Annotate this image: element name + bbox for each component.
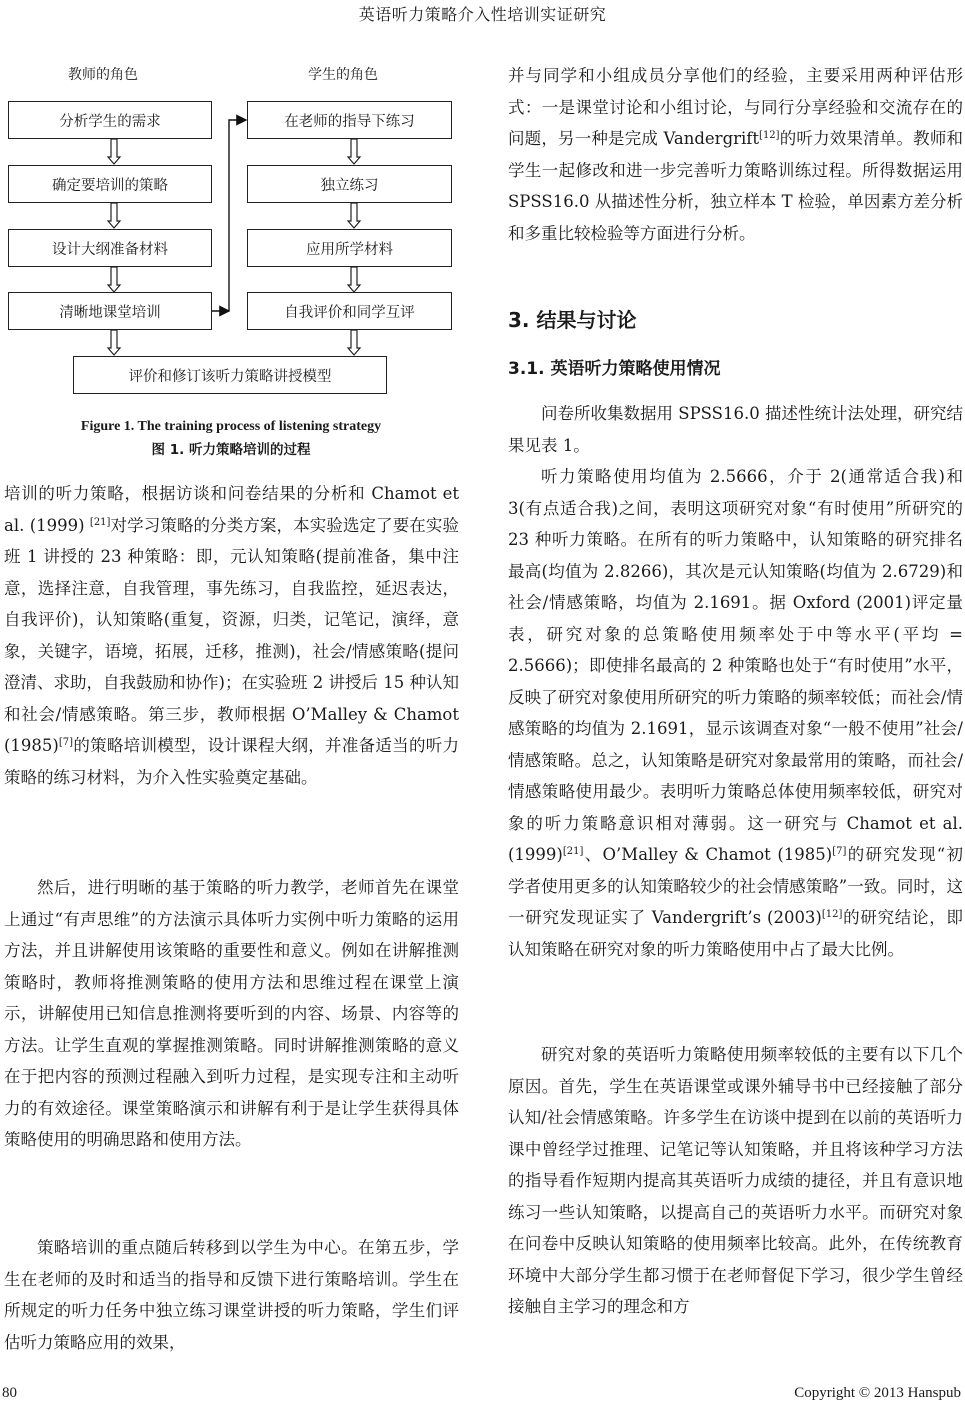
left-paragraph-1	[4, 478, 459, 793]
teacher-step-2: 确定要培训的策略	[8, 165, 212, 203]
student-step-1: 在老师的指导下练习	[247, 101, 452, 139]
connector-line	[229, 120, 246, 311]
down-arrow-icon	[108, 267, 120, 292]
down-arrow-icon	[348, 203, 360, 228]
figure-caption-en: Figure 1. The training process of listening strategy	[80, 419, 382, 434]
flowchart-arrows	[0, 0, 470, 400]
down-arrow-icon	[348, 139, 360, 164]
right-paragraph-1	[508, 60, 963, 249]
citation-ref[interactable]: [7]	[832, 846, 847, 857]
down-arrow-icons-right	[348, 139, 360, 355]
citation-ref[interactable]: [7]	[58, 737, 74, 748]
text-run: 的听力效果清单。教师和学生一起修改和进一步完善听力策略训练过程。所得数据运用 SPSS16.0 从描述性分析，独立样本 T 检验，单因素方差分析和多重比较检验等方面进行分析。	[508, 129, 964, 243]
final-step: 评价和修订该听力策略讲授模型	[73, 356, 387, 394]
subsection-heading: 3.1. 英语听力策略使用情况	[508, 359, 721, 379]
text-run: 培训的听力策略，根据访谈和问卷结果的分析和 Chamot et al. (1999)	[4, 484, 459, 535]
text-run: 的策略培训模型，设计课程大纲，并准备适当的听力策略的练习材料，为介入性实验奠定基础。	[4, 736, 459, 787]
teacher-step-4: 清晰地课堂培训	[8, 292, 212, 330]
right-paragraph-4: 研究对象的英语听力策略使用频率较低的主要有以下几个原因。首先，学生在英语课堂或课外辅导书中已经接触了部分认知/社会情感策略。许多学生在访谈中提到在以前的英语听力课中曾经学过推理、记笔记等认知策略，并且将该种学习方法的指导看作短期内提高其英语听力成绩的捷径，并且有意识地练习一些认知策略，以提高自己的英语听力水平。而研究对象在问卷中反映认知策略的使用频率比较高。此外，在传统教育环境中大部分学生都习惯于在老师督促下学习，很少学生曾经接触自主学习的理念和方	[508, 1045, 963, 1316]
citation-ref[interactable]: [21]	[89, 516, 111, 528]
down-arrow-icon	[108, 203, 120, 228]
left-paragraph-3: 策略培训的重点随后转移到以学生为中心。在第五步，学生在老师的及时和适当的指导和反馈下进行策略培训。学生在所规定的听力任务中独立练习课堂讲授的听力策略，学生们评估听力策略应用的效果，	[4, 1238, 459, 1352]
student-step-2: 独立练习	[247, 165, 452, 203]
text-run: 对学习策略的分类方案，本实验选定了要在实验班 1 讲授的 23 种策略：即，元认知策略(提前准备，集中注意，选择注意，自我管理，事先练习，自我监控，延迟表达，自我评价)，认知策略(重复，资源，归类，记笔记，演绎，意象，关键字，语境，拓展，迁移，推测)，社会/情感策略(提问澄清、求助，自我鼓励和协作)；在实验班 2 讲授后 15 种认知和社会/情感策略。第三步，教师根据 O’Malley & Chamot (1985)	[4, 515, 460, 755]
citation-ref[interactable]: [12]	[821, 909, 843, 920]
citation-ref[interactable]: [12]	[759, 130, 780, 141]
down-arrow-icon	[348, 267, 360, 292]
text-run: 的研究发现“初学者使用更多的认知策略较少的社会情感策略”一致。同时，这一研究发现证实了 Vandergrift’s (2003)	[508, 845, 963, 927]
section-heading: 3. 结果与讨论	[508, 308, 637, 332]
left-paragraph-2: 然后，进行明晰的基于策略的听力教学，老师首先在课堂上通过“有声思维”的方法演示具体听力实例中听力策略的运用方法，并且讲解使用该策略的重要性和意义。例如在讲解推测策略时，教师将推测策略的使用方法和思维过程在课堂上演示，讲解使用已知信息推测将要听到的内容、场景、内容等的方法。让学生直观的掌握推测策略。同时讲解推测策略的意义在于把内容的预测过程融入到听力过程，是实现专注和主动听力的有效途径。课堂策略演示和讲解有利于是让学生获得具体策略使用的明确思路和使用方法。	[4, 878, 459, 1149]
figure-caption-zh: 图 1. 听力策略培训的过程	[151, 442, 311, 458]
text-run: 的研究结论，即认知策略在研究对象的听力策略使用中占了最大比例。	[508, 908, 963, 959]
down-arrow-icons-left	[108, 139, 120, 355]
copyright-notice: Copyright © 2013 Hanspub	[794, 1385, 961, 1401]
teacher-step-3: 设计大纲准备材料	[8, 229, 212, 267]
right-paragraph-2: 问卷所收集数据用 SPSS16.0 描述性统计法处理，研究结果见表 1。	[508, 404, 963, 455]
page-number: 80	[2, 1385, 17, 1401]
student-step-4: 自我评价和同学互评	[247, 292, 452, 330]
down-arrow-icon	[348, 330, 360, 355]
teacher-step-1: 分析学生的需求	[8, 101, 212, 139]
text-run: 并与同学和小组成员分享他们的经验，主要采用两种评估形式：一是课堂讨论和小组讨论，与同行分享经验和交流存在的问题，另一种是完成 Vandergrift	[508, 66, 963, 148]
right-paragraph-3	[508, 461, 963, 965]
teacher-role-heading: 教师的角色	[68, 67, 138, 83]
down-arrow-icon	[108, 139, 120, 164]
text-run: 听力策略使用均值为 2.5666，介于 2(通常适合我)和 3(有点适合我)之间，表明这项研究对象“有时使用”所研究的 23 种听力策略。在所有的听力策略中，认知策略的研究排名最高(均值为 2.8266)，其次是元认知策略(均值为 2.6729)和社会/情感策略，均值为 2.1691。据 Oxford (2001)评定量表，研究对象的总策略使用频率处于中等水平(平均 = 2.5666)；即使排名最高的 2 种策略也处于“有时使用”水平，反映了研究对象使用所研究的听力策略的频率较低；而社会/情感策略的均值为 2.1691，显示该调查对象“一般不使用”社会/情感策略。总之，认知策略是研究对象最常用的策略，而社会/情感策略使用最少。表明听力策略总体使用频率较低，研究对象的听力策略意识相对薄弱。这一研究与 Chamot et al. (1999)	[508, 467, 963, 864]
down-arrow-icon	[108, 330, 120, 355]
citation-ref[interactable]: [21]	[562, 846, 584, 857]
text-run: 、O’Malley & Chamot (1985)	[583, 845, 833, 864]
student-role-heading: 学生的角色	[308, 67, 378, 83]
running-title: 英语听力策略介入性培训实证研究	[358, 5, 607, 24]
student-step-3: 应用所学材料	[247, 229, 452, 267]
